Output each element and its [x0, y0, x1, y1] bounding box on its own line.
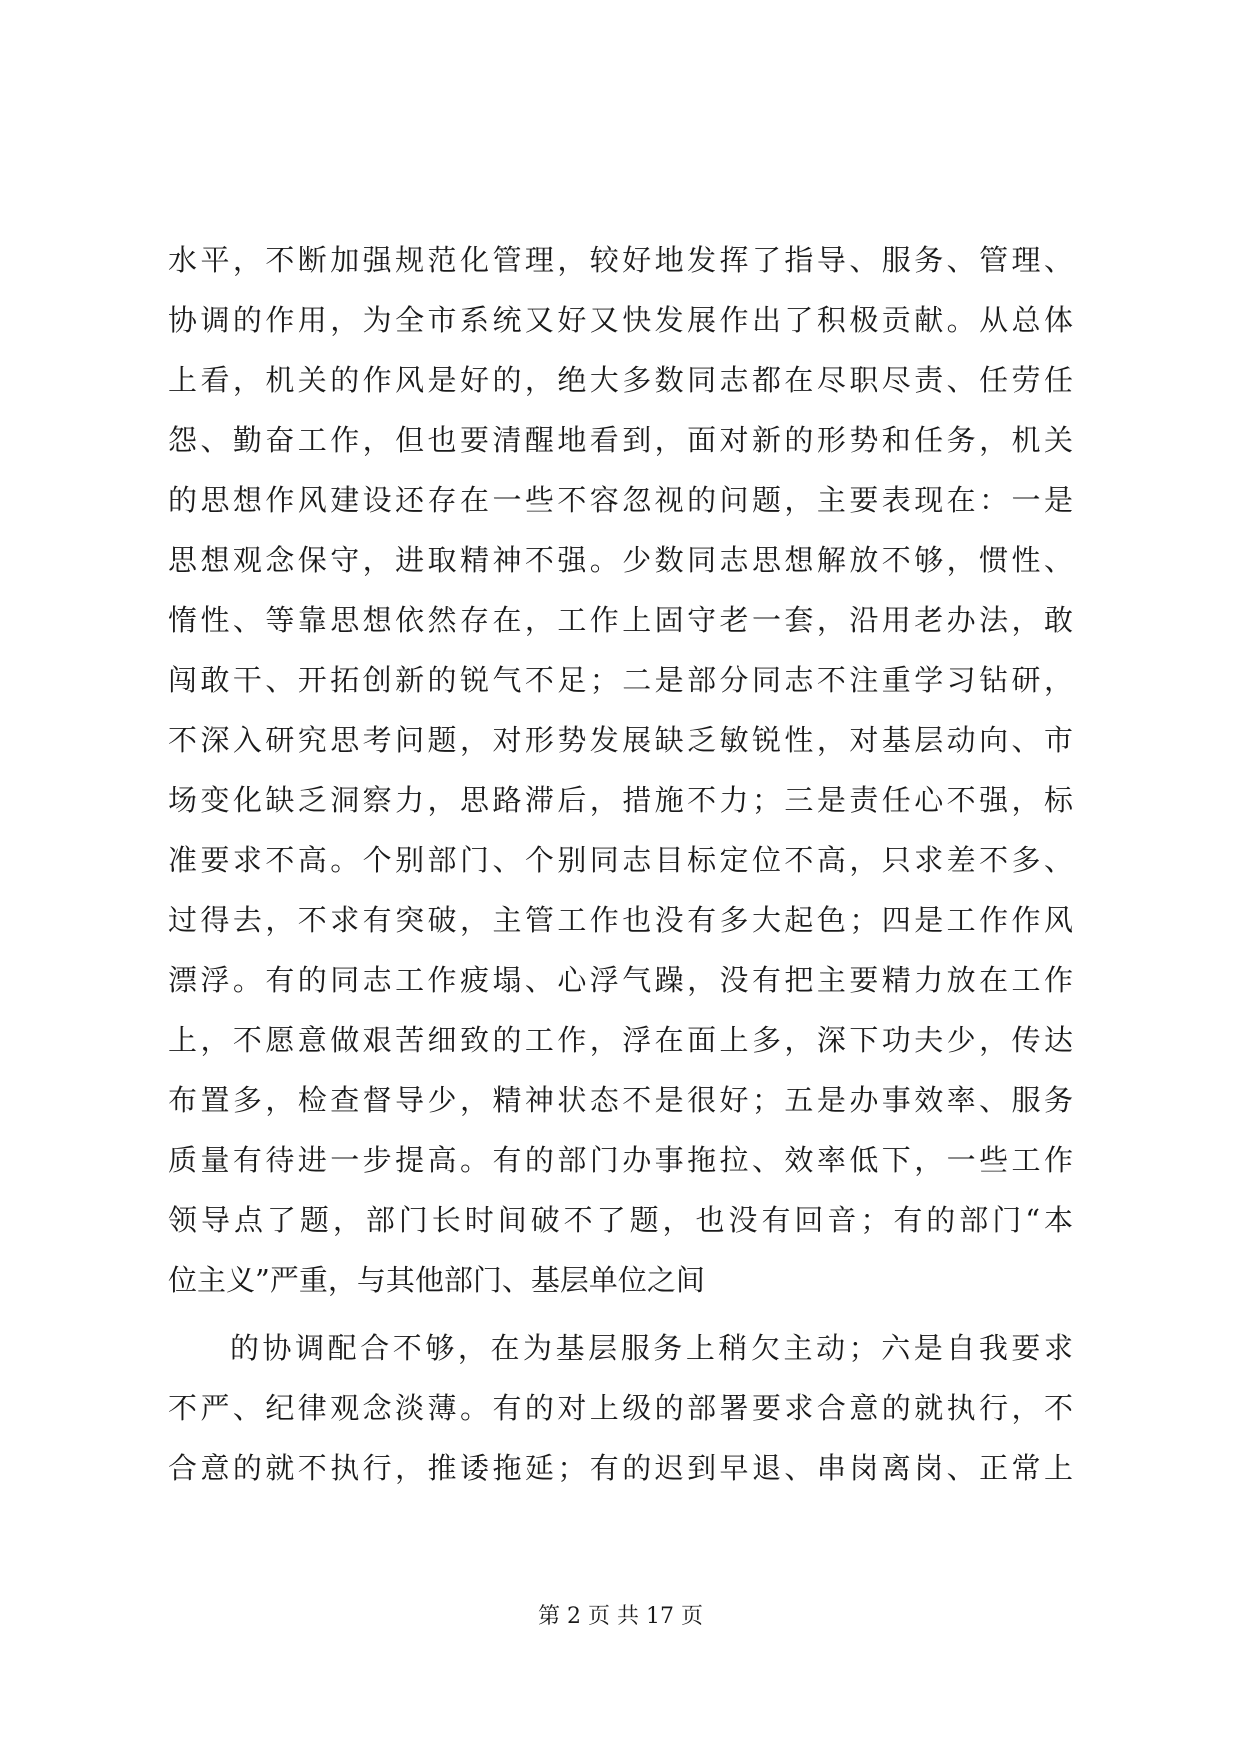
- text-line: 漂浮。有的同志工作疲塌、心浮气躁，没有把主要精力放在工作: [168, 963, 1073, 997]
- text-line: 准要求不高。个别部门、个别同志目标定位不高，只求差不多、: [168, 843, 1073, 877]
- text-line: 场变化缺乏洞察力，思路滞后，措施不力；三是责任心不强，标: [168, 783, 1073, 817]
- text-line: 思想观念保守，进取精神不强。少数同志思想解放不够，惯性、: [168, 543, 1073, 577]
- text-line: 的协调配合不够，在为基层服务上稍欠主动；六是自我要求: [230, 1331, 1073, 1365]
- text-line: 上看，机关的作风是好的，绝大多数同志都在尽职尽责、任劳任: [168, 363, 1073, 397]
- text-line: 位主义”严重，与其他部门、基层单位之间: [168, 1263, 705, 1297]
- text-line: 质量有待进一步提高。有的部门办事拖拉、效率低下，一些工作: [168, 1143, 1073, 1177]
- text-line: 水平，不断加强规范化管理，较好地发挥了指导、服务、管理、: [168, 243, 1073, 277]
- text-line: 领导点了题，部门长时间破不了题，也没有回音；有的部门“本: [168, 1203, 1073, 1237]
- text-line: 协调的作用，为全市系统又好又快发展作出了积极贡献。从总体: [168, 303, 1073, 337]
- text-line: 闯敢干、开拓创新的锐气不足；二是部分同志不注重学习钻研，: [168, 663, 1073, 697]
- paragraph-2: [168, 1318, 1073, 1498]
- text-line: 的思想作风建设还存在一些不容忽视的问题，主要表现在：一是: [168, 483, 1073, 517]
- text-line: 惰性、等靠思想依然存在，工作上固守老一套，沿用老办法，敢: [168, 603, 1073, 637]
- text-line: 不深入研究思考问题，对形势发展缺乏敏锐性，对基层动向、市: [168, 723, 1073, 757]
- paragraph-1: [168, 230, 1073, 1310]
- text-line: 不严、纪律观念淡薄。有的对上级的部署要求合意的就执行，不: [168, 1391, 1073, 1425]
- text-line: 合意的就不执行，推诿拖延；有的迟到早退、串岗离岗、正常上: [168, 1451, 1073, 1485]
- text-line: 上，不愿意做艰苦细致的工作，浮在面上多，深下功夫少，传达: [168, 1023, 1073, 1057]
- page-number-footer: 第 2 页 共 17 页: [538, 1604, 703, 1629]
- text-line: 过得去，不求有突破，主管工作也没有多大起色；四是工作作风: [168, 903, 1073, 937]
- text-line: 布置多，检查督导少，精神状态不是很好；五是办事效率、服务: [168, 1083, 1073, 1117]
- text-line: 怨、勤奋工作，但也要清醒地看到，面对新的形势和任务，机关: [168, 423, 1073, 457]
- body-text: [168, 230, 1073, 1498]
